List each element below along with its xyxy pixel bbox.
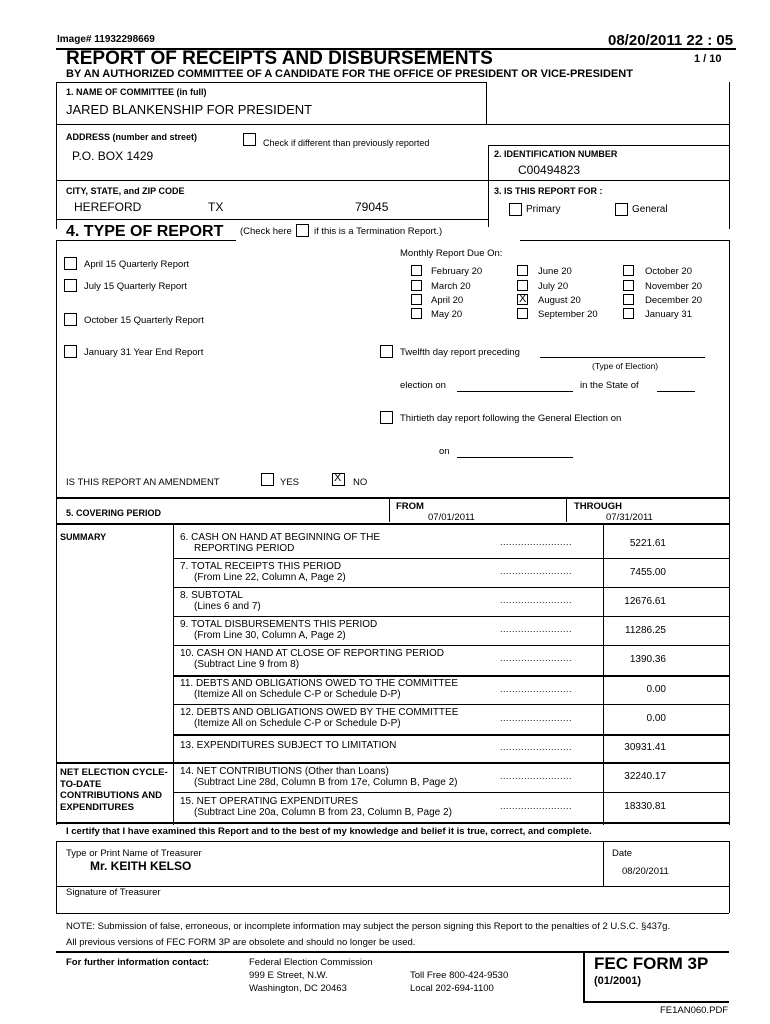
line-9-label: 9. TOTAL DISBURSEMENTS THIS PERIOD (180, 619, 378, 630)
local-phone: Local 202-694-1100 (410, 983, 494, 994)
street-address: P.O. BOX 1429 (72, 149, 154, 163)
thirtieth-day-label: Thirtieth day report following the General Election on (400, 413, 622, 424)
address-changed-label: Check if different than previously reported (263, 138, 430, 148)
april-15-quarterly-label: April 15 Quarterly Report (84, 259, 190, 270)
line-7-label: 7. TOTAL RECEIPTS THIS PERIOD (180, 561, 342, 572)
treasurer-name: Mr. KEITH KELSO (90, 859, 192, 873)
address-changed-checkbox[interactable] (243, 133, 256, 146)
line-15-dots: ........................ (500, 801, 573, 811)
covering-period-label: 5. COVERING PERIOD (66, 508, 162, 518)
primary-checkbox[interactable] (509, 203, 522, 216)
report-datetime: 08/20/2011 22 : 05 (608, 32, 734, 49)
line-8-dots: ........................ (500, 595, 573, 605)
in-state-of-label: in the State of (580, 380, 639, 391)
jul-20-checkbox[interactable] (517, 280, 528, 291)
line-12-value: 0.00 (646, 713, 666, 724)
line-8-sublabel: (Lines 6 and 7) (194, 601, 261, 612)
certification-date: 08/20/2011 (622, 866, 669, 877)
identification-number: C00494823 (518, 163, 581, 177)
july-15-quarterly-label: July 15 Quarterly Report (84, 281, 187, 292)
city-state-zip-label: CITY, STATE, and ZIP CODE (66, 186, 185, 196)
amendment-yes-label: YES (280, 477, 300, 488)
line-13-dots: ........................ (500, 742, 573, 752)
zip-code: 79045 (355, 200, 389, 214)
report-for-label: 3. IS THIS REPORT FOR : (494, 186, 603, 196)
line-14-sublabel: (Subtract Line 28d, Column B from 17e, Column B, Page 2) (194, 777, 458, 788)
general-checkbox[interactable] (615, 203, 628, 216)
committee-name-label: 1. NAME OF COMMITTEE (in full) (66, 87, 207, 97)
line-11-label: 11. DEBTS AND OBLIGATIONS OWED TO THE COMMITTEE (180, 678, 459, 689)
line-12-dots: ........................ (500, 713, 573, 723)
termination-checkbox[interactable] (296, 224, 309, 237)
nov-20-label: November 20 (645, 281, 703, 292)
april-15-quarterly-checkbox[interactable] (64, 257, 77, 270)
october-15-quarterly-checkbox[interactable] (64, 313, 77, 326)
from-label: FROM (396, 501, 424, 512)
line-13-label: 13. EXPENDITURES SUBJECT TO LIMITATION (180, 740, 397, 751)
amendment-label: IS THIS REPORT AN AMENDMENT (66, 477, 220, 488)
line-14-dots: ........................ (500, 771, 573, 781)
line-11-sublabel: (Itemize All on Schedule C-P or Schedule D-P) (194, 689, 401, 700)
apr-20-checkbox[interactable] (411, 294, 422, 305)
address-label: ADDRESS (number and street) (66, 132, 198, 142)
note-line-1: NOTE: Submission of false, erroneous, or incomplete information may subject the person signing this Report to the penalties of 2 U.S.C. §437g. (66, 921, 671, 932)
termination-label: if this is a Termination Report.) (314, 226, 443, 237)
form-date: (01/2001) (594, 975, 642, 987)
line-14-label: 14. NET CONTRIBUTIONS (Other than Loans) (180, 766, 389, 777)
net-election-label-2: TO-DATE (60, 779, 102, 790)
form-subtitle: BY AN AUTHORIZED COMMITTEE OF A CANDIDATE FOR THE OFFICE OF PRESIDENT OR VICE-PRESIDENT (66, 68, 633, 80)
treasurer-name-label: Type or Print Name of Treasurer (66, 848, 202, 859)
through-date: 07/31/2011 (606, 512, 653, 523)
twelfth-day-checkbox[interactable] (380, 345, 393, 358)
form-name: FEC FORM 3P (594, 954, 709, 973)
line-6-value: 5221.61 (629, 538, 666, 549)
toll-free-phone: Toll Free 800-424-9530 (410, 970, 509, 981)
apr-20-label: April 20 (431, 295, 464, 306)
line-11-value: 0.00 (646, 684, 666, 695)
dec-20-checkbox[interactable] (623, 294, 634, 305)
agency-street: 999 E Street, N.W. (249, 970, 328, 981)
note-line-2: All previous versions of FEC FORM 3P are obsolete and should no longer be used. (66, 937, 416, 948)
feb-20-checkbox[interactable] (411, 265, 422, 276)
jan-31-checkbox[interactable] (623, 308, 634, 319)
jun-20-label: June 20 (538, 266, 572, 277)
line-15-sublabel: (Subtract Line 20a, Column B from 23, Column B, Page 2) (194, 807, 452, 818)
city: HEREFORD (74, 200, 142, 214)
line-7-dots: ........................ (500, 566, 573, 576)
general-election-date-line[interactable] (457, 457, 573, 458)
jul-20-label: July 20 (538, 281, 569, 292)
line-12-label: 12. DEBTS AND OBLIGATIONS OWED BY THE COMMITTEE (180, 707, 459, 718)
january-31-year-end-label: January 31 Year End Report (84, 347, 204, 358)
contact-label: For further information contact: (66, 957, 210, 968)
thirtieth-day-checkbox[interactable] (380, 411, 393, 424)
certification-text: I certify that I have examined this Report and to the best of my knowledge and belief it is true, correct, and complete. (66, 826, 592, 837)
line-10-label: 10. CASH ON HAND AT CLOSE OF REPORTING PERIOD (180, 648, 444, 659)
committee-name: JARED BLANKENSHIP FOR PRESIDENT (66, 102, 313, 117)
on-label: on (439, 446, 450, 457)
mar-20-label: March 20 (431, 281, 471, 292)
net-election-label-1: NET ELECTION CYCLE- (60, 767, 168, 778)
election-type-line[interactable] (540, 357, 705, 358)
amendment-yes-checkbox[interactable] (261, 473, 274, 486)
may-20-checkbox[interactable] (411, 308, 422, 319)
line-12-sublabel: (Itemize All on Schedule C-P or Schedule D-P) (194, 718, 401, 729)
monthly-report-label: Monthly Report Due On: (400, 248, 503, 259)
aug-20-checkbox-checked[interactable] (517, 294, 528, 305)
line-10-sublabel: (Subtract Line 9 from 8) (194, 659, 300, 670)
line-7-value: 7455.00 (629, 567, 666, 578)
line-11-dots: ........................ (500, 684, 573, 694)
twelfth-day-label: Twelfth day report preceding (400, 347, 520, 358)
may-20-label: May 20 (431, 309, 463, 320)
line-6-label: 6. CASH ON HAND AT BEGINNING OF THE (180, 532, 381, 543)
nov-20-checkbox[interactable] (623, 280, 634, 291)
line-9-sublabel: (From Line 30, Column A, Page 2) (194, 630, 346, 641)
sep-20-label: September 20 (538, 309, 598, 320)
date-label: Date (612, 848, 633, 859)
line-6-dots: ........................ (500, 537, 573, 547)
dec-20-label: December 20 (645, 295, 703, 306)
line-8-value: 12676.61 (624, 596, 666, 607)
line-14-value: 32240.17 (624, 771, 666, 782)
feb-20-label: February 20 (431, 266, 483, 277)
state: TX (208, 200, 224, 214)
image-id: Image# 11932298669 (57, 34, 155, 45)
net-election-label-4: EXPENDITURES (60, 802, 134, 813)
line-10-dots: ........................ (500, 653, 573, 663)
january-31-year-end-checkbox[interactable] (64, 345, 77, 358)
line-6-sublabel: REPORTING PERIOD (194, 543, 295, 554)
jan-31-label: January 31 (645, 309, 693, 320)
net-election-label-3: CONTRIBUTIONS AND (60, 790, 163, 801)
election-on-label: election on (400, 380, 446, 391)
signature-label: Signature of Treasurer (66, 887, 161, 898)
oct-20-checkbox[interactable] (623, 265, 634, 276)
jun-20-checkbox[interactable] (517, 265, 528, 276)
identification-label: 2. IDENTIFICATION NUMBER (494, 149, 618, 159)
line-13-value: 30931.41 (624, 742, 666, 753)
aug-20-label: August 20 (538, 295, 581, 306)
line-15-label: 15. NET OPERATING EXPENDITURES (180, 796, 359, 807)
primary-label: Primary (526, 204, 561, 215)
type-of-election-label: (Type of Election) (592, 361, 659, 371)
amendment-no-checkbox-checked[interactable] (332, 473, 345, 486)
agency-name: Federal Election Commission (249, 957, 373, 968)
july-15-quarterly-checkbox[interactable] (64, 279, 77, 292)
line-10-value: 1390.36 (629, 654, 666, 665)
sep-20-checkbox[interactable] (517, 308, 528, 319)
through-label: THROUGH (574, 501, 623, 512)
file-code: FE1AN060.PDF (660, 1005, 729, 1016)
check-here-label: (Check here (240, 226, 292, 237)
summary-label: SUMMARY (60, 532, 107, 542)
agency-city: Washington, DC 20463 (249, 983, 347, 994)
form-title: REPORT OF RECEIPTS AND DISBURSEMENTS (66, 48, 493, 69)
page-number: 1 / 10 (694, 53, 722, 65)
type-of-report-title: 4. TYPE OF REPORT (66, 223, 224, 240)
amendment-no-label: NO (353, 477, 368, 488)
line-9-dots: ........................ (500, 624, 573, 634)
mar-20-checkbox[interactable] (411, 280, 422, 291)
state-line[interactable] (657, 391, 695, 392)
oct-20-label: October 20 (645, 266, 692, 277)
october-15-quarterly-label: October 15 Quarterly Report (84, 315, 204, 326)
election-date-line[interactable] (457, 391, 573, 392)
general-label: General (632, 204, 668, 215)
line-8-label: 8. SUBTOTAL (180, 590, 243, 601)
line-7-sublabel: (From Line 22, Column A, Page 2) (194, 572, 346, 583)
line-15-value: 18330.81 (624, 801, 666, 812)
line-9-value: 11286.25 (625, 625, 666, 636)
from-date: 07/01/2011 (428, 512, 475, 523)
